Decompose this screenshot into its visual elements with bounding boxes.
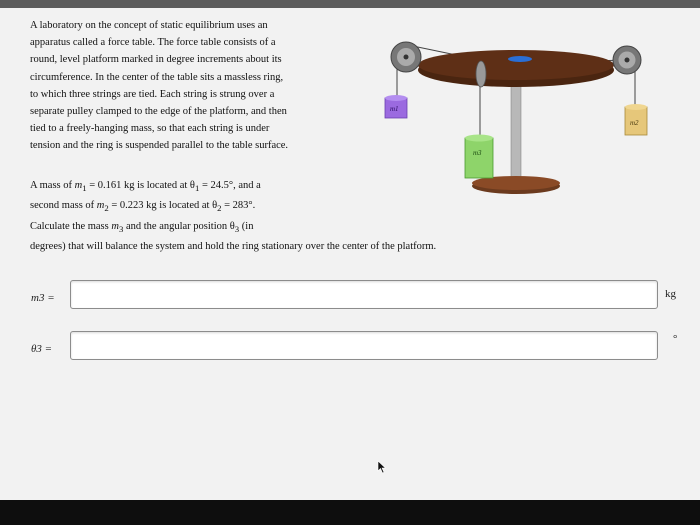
mouse-cursor-icon: [377, 460, 387, 474]
force-table-figure: [380, 30, 680, 200]
given-var: m: [74, 180, 83, 191]
mass-m3: [465, 138, 493, 178]
given-sub: 1: [194, 183, 200, 194]
mass-m1-label: m1: [390, 105, 399, 113]
problem-description: [30, 17, 365, 155]
given-var: m: [96, 200, 105, 212]
description-line: tension and the ring is suspended parallel to the table surface.: [30, 140, 289, 152]
given-sub: 3: [234, 223, 240, 234]
bottom-bezel: [0, 500, 700, 525]
description-line: round, level platform marked in degree increments about its: [30, 54, 282, 66]
description-line: separate pulley clamped to the edge of the platform, and then: [30, 106, 287, 118]
given-sub: 2: [217, 203, 222, 214]
given-text: Calculate the mass: [30, 220, 112, 232]
given-text: and the angular position θ: [123, 220, 235, 232]
given-text: = 0.223 kg is located at θ: [108, 200, 218, 212]
theta3-unit: °: [673, 333, 678, 345]
top-bar: [0, 0, 700, 8]
given-text: A mass of: [30, 180, 75, 191]
given-line-3: [30, 218, 550, 238]
mass-m3-label: m3: [473, 149, 482, 157]
given-line-4: degrees) that will balance the system and hold the ring stationary over the center of the platform.: [30, 240, 437, 252]
description-line: tied to a freely-hanging mass, so that each string is under: [30, 123, 270, 135]
description-line: apparatus called a force table. The force table consists of a: [30, 37, 276, 49]
given-text: = 24.5°, and a: [199, 180, 261, 191]
theta3-input[interactable]: [70, 331, 658, 360]
given-text: second mass of: [30, 200, 97, 212]
theta3-label: θ3 =: [31, 343, 53, 355]
given-var: m: [111, 220, 119, 232]
m3-unit: kg: [665, 288, 676, 300]
given-sub: 2: [104, 203, 109, 214]
given-text: = 283°.: [221, 200, 256, 212]
given-sub: 1: [82, 183, 87, 194]
given-line-2: [30, 197, 550, 217]
description-line: circumference. In the center of the table sits a massless ring,: [30, 71, 284, 83]
description-line: to which three strings are tied. Each string is strung over a: [30, 88, 275, 100]
description-line: A laboratory on the concept of static equilibrium uses an: [30, 20, 268, 31]
m3-input[interactable]: [70, 280, 658, 309]
m3-label: m3 =: [31, 292, 55, 304]
platform-top: [418, 50, 614, 80]
mass-m2-label: m2: [630, 119, 639, 127]
pulley-front: [476, 61, 486, 87]
given-sub: 3: [118, 223, 124, 234]
given-text: = 0.161 kg is located at θ: [86, 180, 195, 191]
given-text: (in: [239, 220, 254, 232]
table-pole: [511, 85, 521, 185]
